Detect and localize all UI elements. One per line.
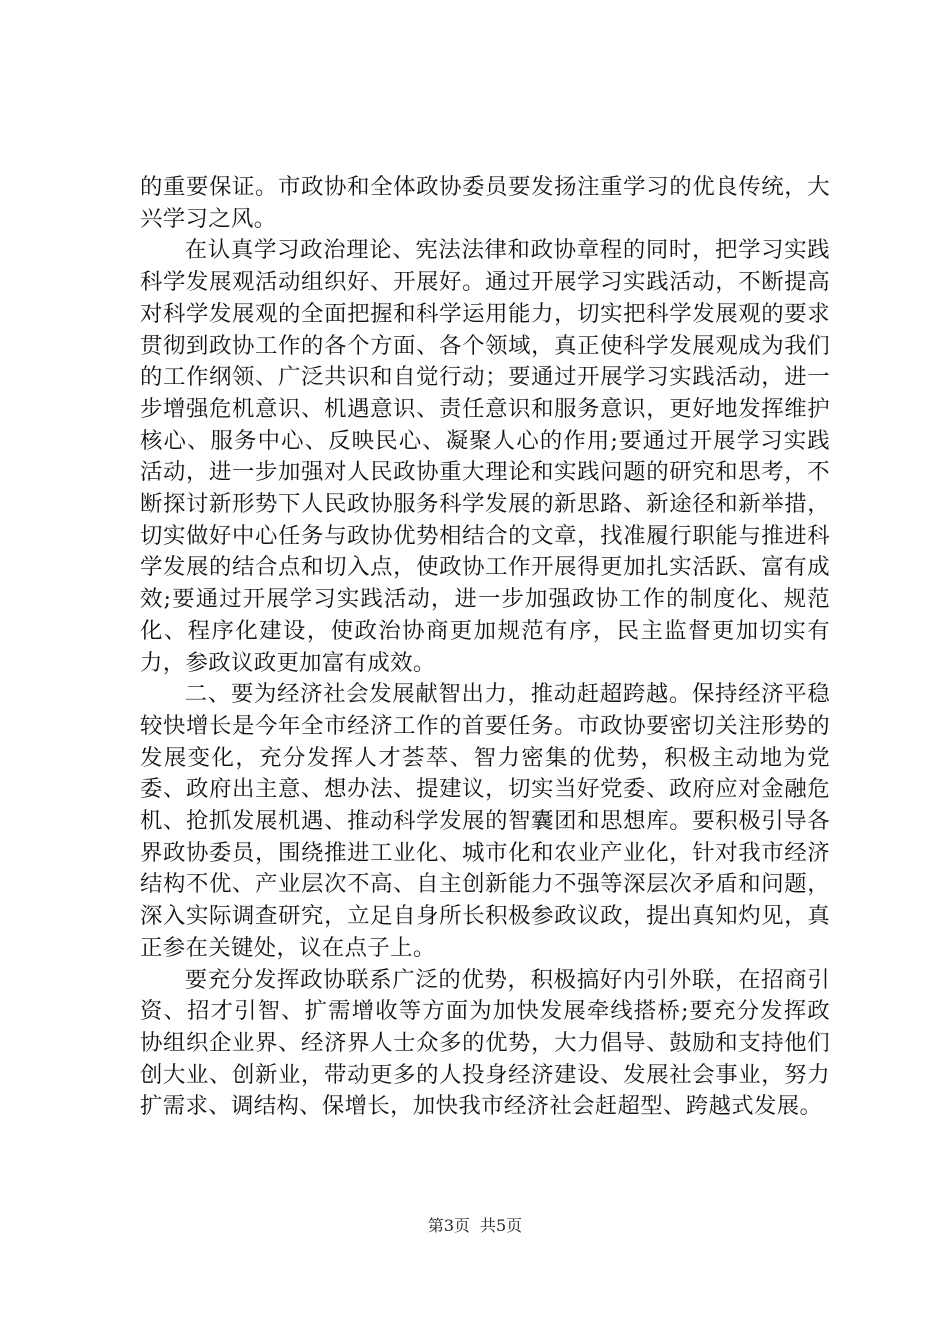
paragraph-1: 的重要保证。市政协和全体政协委员要发扬注重学习的优良传统，大兴学习之风。 xyxy=(140,174,830,232)
document-body xyxy=(140,172,830,1123)
page-total: 共5页 xyxy=(480,1216,523,1235)
page-footer xyxy=(0,1215,950,1237)
paragraph-4: 要充分发挥政协联系广泛的优势，积极搞好内引外联，在招商引资、招才引智、扩需增收等方面为加快发展牵线搭桥;要充分发挥政协组织企业界、经济界人士众多的优势，大力倡导、鼓励和支持他们创大业、创新业，带动更多的人投身经济建设、发展社会事业，努力扩需求、调结构、保增长，加快我市经济社会赶超型、跨越式发展。 xyxy=(140,966,830,1120)
paragraph-2: 在认真学习政治理论、宪法法律和政协章程的同时，把学习实践科学发展观活动组织好、开展好。通过开展学习实践活动，不断提高对科学发展观的全面把握和科学运用能力，切实把科学发展观的要求贯彻到政协工作的各个方面、各个领域，真正使科学发展观成为我们的工作纲领、广泛共识和自觉行动；要通过开展学习实践活动，进一步增强危机意识、机遇意识、责任意识和服务意识，更好地发挥维护核心、服务中心、反映民心、凝聚人心的作用;要通过开展学习实践活动，进一步加强对人民政协重大理论和实践问题的研究和思考，不断探讨新形势下人民政协服务科学发展的新思路、新途径和新举措，切实做好中心任务与政协优势相结合的文章，找准履行职能与推进科学发展的结合点和切入点，使政协工作开展得更加扎实活跃、富有成效;要通过开展学习实践活动，进一步加强政协工作的制度化、规范化、程序化建设，使政治协商更加规范有序，民主监督更加切实有力，参政议政更加富有成效。 xyxy=(140,237,830,676)
paragraph-3: 二、要为经济社会发展献智出力，推动赶超跨越。保持经济平稳较快增长是今年全市经济工作的首要任务。市政协要密切关注形势的发展变化，充分发挥人才荟萃、智力密集的优势，积极主动地为党委、政府出主意、想办法、提建议，切实当好党委、政府应对金融危机、抢抓发展机遇、推动科学发展的智囊团和思想库。要积极引导各界政协委员，围绕推进工业化、城市化和农业产业化，针对我市经济结构不优、产业层次不高、自主创新能力不强等深层次矛盾和问题，深入实际调查研究，立足自身所长积极参政议政，提出真知灼见，真正参在关键处，议在点子上。 xyxy=(140,681,830,961)
page-number: 第3页 xyxy=(427,1216,470,1235)
